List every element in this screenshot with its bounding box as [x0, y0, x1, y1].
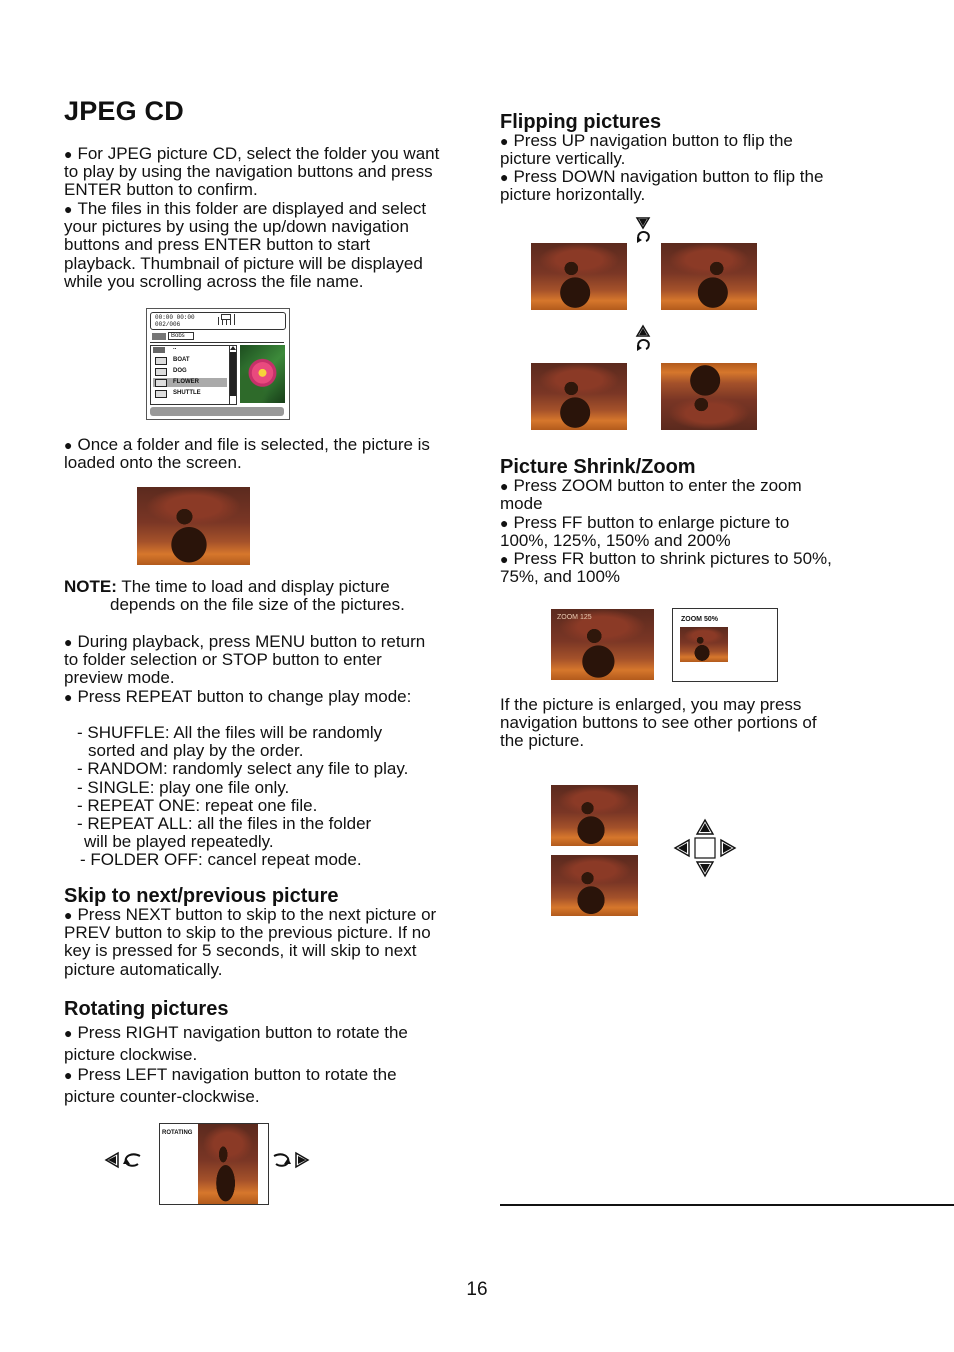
browser-folder-name: Bobs [168, 332, 194, 340]
mode-line: - SINGLE: play one file only. [77, 777, 290, 797]
rotated-picture [198, 1124, 258, 1204]
browser-status-bar [150, 312, 286, 330]
browser-footer-bar [150, 407, 284, 416]
note-label: NOTE: [64, 577, 117, 596]
rotating-screen [159, 1123, 269, 1205]
skip-paragraph: ● Press NEXT button to skip to the next picture or PREV button to skip to the previous picture. If no key is pressed for 5 seconds, it will skip to next picture automatically. [64, 906, 449, 979]
browser-file-name: DOG [173, 368, 187, 374]
enlarged-paragraph: If the picture is enlarged, you may press navigation buttons to see other portions of the picture. [500, 695, 817, 751]
zoom-shrunk-picture [680, 627, 728, 662]
browser-track: 002/006 [155, 321, 181, 328]
browser-time: 00:00 00:00 [155, 314, 195, 321]
loaded-paragraph: ● Once a folder and file is selected, the picture is loaded onto the screen. [64, 436, 434, 472]
intro-paragraph-2: ● The files in this folder are displayed and select your pictures by using the up/down navigation buttons and press ENTER button to start playback. Thumbnail of picture will be displayed while you scrolling across the file name. [64, 200, 444, 291]
browser-file-row[interactable] [153, 367, 227, 376]
skip-heading: Skip to next/previous picture [64, 885, 339, 907]
zoom-paragraph-2: ● Press FF button to enlarge picture to 100%, 125%, 150% and 200% [500, 514, 840, 550]
mode-line: - RANDOM: randomly select any file to play. [77, 759, 409, 779]
browser-file-name: BOAT [173, 357, 190, 363]
browser-scrollbar[interactable] [229, 345, 237, 405]
mode-line: - FOLDER OFF: cancel repeat mode. [80, 850, 362, 870]
note [64, 578, 444, 614]
loaded-picture [137, 487, 250, 565]
footer-rule [500, 1204, 954, 1206]
note-line-1: The time to load and display picture [121, 577, 390, 596]
rotate-heading: Rotating pictures [64, 998, 229, 1020]
zoom-enlarged-picture [551, 609, 654, 680]
page-number: 16 [466, 1279, 488, 1300]
mode-line: - REPEAT ALL: all the files in the folder [77, 814, 372, 834]
rotating-label: ROTATING [162, 1130, 193, 1136]
file-browser-screenshot [146, 308, 290, 420]
note-line-2: depends on the file size of the pictures. [110, 595, 405, 615]
browser-path-bar [150, 331, 284, 343]
mode-line: - SHUFFLE: All the files will be randomly [77, 723, 383, 742]
flip-original-picture-2 [531, 363, 627, 430]
browser-file-row[interactable] [153, 378, 227, 387]
rotate-left-icon [104, 1150, 144, 1170]
flip-vertical-picture [661, 363, 757, 430]
page-title: JPEG CD [64, 96, 184, 126]
navigation-pad-icon [673, 818, 737, 878]
file-icon [155, 390, 167, 398]
zoom-heading: Picture Shrink/Zoom [500, 456, 696, 478]
rotate-right-icon [270, 1150, 310, 1170]
file-icon [155, 368, 167, 376]
intro-paragraph-1: ● For JPEG picture CD, select the folder you want to play by using the navigation buttons and press ENTER button to confirm. [64, 145, 444, 200]
flip-horizontal-picture [661, 243, 757, 310]
zoom-label-enlarged: ZOOM 125 [557, 614, 592, 621]
flip-original-picture-1 [531, 243, 627, 310]
flip-down-icon [633, 216, 653, 244]
flower-thumbnail [240, 345, 285, 403]
zoom-shrunk-screen [672, 608, 778, 682]
repeat-mode-list [77, 724, 457, 870]
playback-paragraph-1: ● During playback, press MENU button to return to folder selection or STOP button to enter preview mode. [64, 633, 434, 688]
rotate-paragraph-1: ● Press RIGHT navigation button to rotate the picture clockwise. [64, 1022, 424, 1065]
zoom-paragraph-1: ● Press ZOOM button to enter the zoom mode [500, 477, 840, 513]
flip-paragraph-2: ● Press DOWN navigation button to flip the picture horizontally. [500, 168, 840, 204]
rotate-paragraph-2: ● Press LEFT navigation button to rotate the picture counter-clockwise. [64, 1064, 424, 1107]
zoom-label-shrunk: ZOOM 50% [681, 616, 718, 623]
browser-file-name: FLOWER [173, 379, 199, 385]
mode-line: sorted and play by the order. [88, 741, 304, 761]
folder-icon [152, 333, 166, 340]
browser-file-row[interactable] [153, 389, 227, 398]
playback-paragraph-2: ● Press REPEAT button to change play mode: [64, 688, 434, 706]
mode-line: - REPEAT ONE: repeat one file. [77, 795, 318, 815]
browser-file-row[interactable] [153, 356, 227, 365]
zoom-paragraph-3: ● Press FR button to shrink pictures to 50%, 75%, and 100% [500, 550, 840, 586]
pan-picture-1 [551, 785, 638, 846]
flip-paragraph-1: ● Press UP navigation button to flip the picture vertically. [500, 132, 840, 168]
file-icon [155, 379, 167, 387]
browser-file-list [150, 345, 232, 405]
flip-heading: Flipping pictures [500, 111, 662, 133]
folder-icon [153, 347, 165, 353]
browser-file-name: SHUTTLE [173, 390, 201, 396]
flip-up-icon [633, 324, 653, 352]
file-icon [155, 357, 167, 365]
browser-parent-folder: .. [173, 345, 177, 351]
pan-picture-2 [551, 855, 638, 916]
mode-line: will be played repeatedly. [84, 832, 274, 852]
